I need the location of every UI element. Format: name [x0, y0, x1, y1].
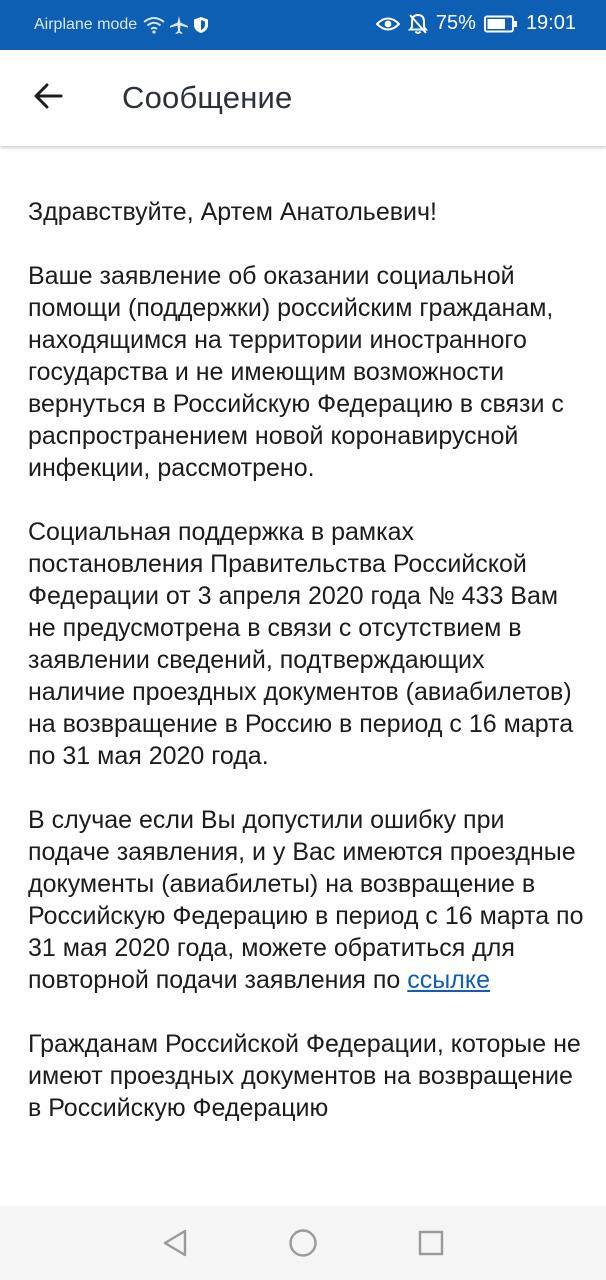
- message-paragraph-3-text: В случае если Вы допустили ошибку при подаче заявления, и у Вас имеются проездные документы (авиабилеты) на возвращение в Российскую Федерацию в период с 16 марта по 31 мая 2020 года, можете обратиться для повторной подачи заявления по: [28, 806, 584, 994]
- page-title: Сообщение: [122, 80, 293, 115]
- message-paragraph-4: Гражданам Российской Федерации, которые не имеют проездных документов на возвращение в Российскую Федерацию: [28, 1030, 581, 1122]
- app-bar: [0, 50, 606, 146]
- message-paragraph-3: [28, 804, 588, 996]
- message-paragraph-1: Ваше заявление об оказании социальной помощи (поддержки) российским гражданам, находящимся на территории иностранного государства и не имеющим возможности вернуться в Российскую Федерацию в связи с распространением новой коронавирусной инфекции, рассмотрено.: [28, 262, 564, 482]
- airplane-mode-label: Airplane mode: [34, 16, 138, 33]
- nav-back-icon: [161, 1228, 189, 1258]
- system-nav-bar: [0, 1206, 606, 1280]
- wifi-icon: [143, 16, 165, 34]
- battery-percent: 75%: [435, 12, 476, 34]
- battery-icon: [484, 15, 518, 33]
- shield-icon: [193, 16, 209, 34]
- nav-back-button[interactable]: [111, 1206, 239, 1280]
- back-arrow-icon: [33, 83, 63, 109]
- airplane-icon: [169, 15, 189, 35]
- message-body: [28, 196, 588, 1206]
- message-paragraph-2: Социальная поддержка в рамках постановления Правительства Российской Федерации от 3 апреля 2020 года № 433 Вам не предусмотрена в связи с отсутствием в заявлении сведений, подтверждающих наличие проездных документов (авиабилетов) на возвращение в Россию в период с 16 марта по 31 мая 2020 года.: [28, 518, 574, 770]
- status-left: [34, 15, 213, 35]
- status-right: [368, 12, 576, 35]
- back-button[interactable]: [26, 74, 70, 118]
- bell-off-icon: [408, 13, 428, 35]
- message-greeting: Здравствуйте, Артем Анатольевич!: [28, 198, 437, 226]
- nav-recents-icon: [417, 1229, 445, 1257]
- status-bar: [0, 0, 606, 50]
- nav-recents-button[interactable]: [367, 1206, 495, 1280]
- nav-home-button[interactable]: [239, 1206, 367, 1280]
- nav-home-icon: [288, 1228, 318, 1258]
- resubmit-link[interactable]: ссылке: [407, 966, 490, 994]
- clock: 19:01: [525, 12, 576, 34]
- eye-icon: [376, 15, 400, 33]
